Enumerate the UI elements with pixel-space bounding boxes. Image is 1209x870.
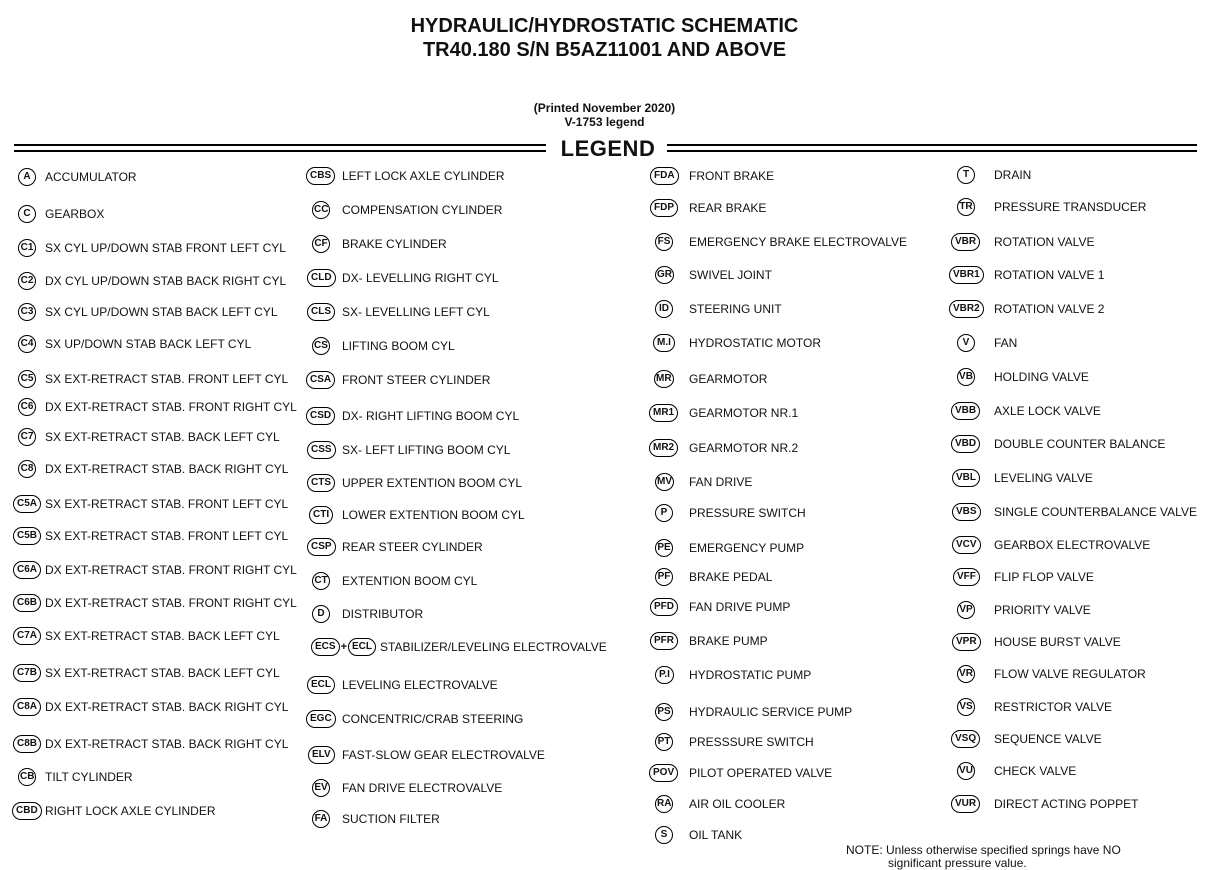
legend-label: SX- LEVELLING LEFT CYL — [342, 305, 490, 319]
legend-label: HYDROSTATIC MOTOR — [689, 336, 821, 350]
legend-symbol: C5B — [13, 527, 41, 545]
legend-symbol: PT — [655, 733, 673, 751]
legend-label: SWIVEL JOINT — [689, 268, 772, 282]
legend-label: OIL TANK — [689, 828, 743, 842]
legend-label: DX EXT-RETRACT STAB. BACK RIGHT CYL — [45, 700, 289, 714]
legend-label: FRONT BRAKE — [689, 169, 775, 183]
legend-label: REAR STEER CYLINDER — [342, 540, 483, 554]
legend-symbol: CF — [312, 235, 330, 253]
legend-label: EMERGENCY BRAKE ELECTROVALVE — [689, 235, 908, 249]
note-line1: NOTE: Unless otherwise specified springs have NO — [846, 843, 1121, 857]
legend-symbol: C8B — [13, 735, 41, 753]
legend-label: PRIORITY VALVE — [994, 603, 1091, 617]
legend-label: SX EXT-RETRACT STAB. FRONT LEFT CYL — [45, 529, 289, 543]
legend-label: PRESSURE SWITCH — [689, 506, 806, 520]
legend-symbol: VP — [957, 601, 975, 619]
page-title-line2: TR40.180 S/N B5AZ11001 AND ABOVE — [422, 39, 787, 61]
legend-item — [0, 824, 743, 846]
legend-label: LEVELING ELECTROVALVE — [342, 678, 498, 692]
legend-label: STABILIZER/LEVELING ELECTROVALVE — [380, 640, 607, 654]
legend-symbol: C1 — [18, 239, 36, 257]
legend-label: DX CYL UP/DOWN STAB BACK RIGHT CYL — [45, 274, 287, 288]
legend-label: LEVELING VALVE — [994, 471, 1093, 485]
legend-label: LIFTING BOOM CYL — [342, 339, 455, 353]
legend-label: SEQUENCE VALVE — [994, 732, 1102, 746]
legend-label: DX EXT-RETRACT STAB. BACK RIGHT CYL — [45, 737, 289, 751]
legend-symbol: CT — [312, 572, 330, 590]
legend-label: FLIP FLOP VALVE — [994, 570, 1094, 584]
legend-label: FRONT STEER CYLINDER — [342, 373, 491, 387]
plus-sign: + — [340, 641, 347, 653]
legend-label: GEARMOTOR — [689, 372, 768, 386]
legend-symbol: VBD — [951, 435, 980, 453]
legend-symbol: FS — [655, 233, 673, 251]
legend-label: DX EXT-RETRACT STAB. FRONT RIGHT CYL — [45, 596, 297, 610]
legend-symbol: VFF — [953, 568, 980, 586]
legend-symbol: CSP — [307, 538, 336, 556]
legend-label: PRESSSURE SWITCH — [689, 735, 814, 749]
legend-symbol: PS — [655, 703, 673, 721]
legend-symbol: C — [18, 205, 36, 223]
legend-label: ROTATION VALVE 2 — [994, 302, 1105, 316]
legend-label: HOUSE BURST VALVE — [994, 635, 1121, 649]
printed-date: (Printed November 2020) — [533, 101, 676, 115]
legend-symbol: V — [957, 334, 975, 352]
legend-symbol: VBB — [951, 402, 980, 420]
legend-rule-right-bottom — [667, 150, 1197, 152]
legend-label: EXTENTION BOOM CYL — [342, 574, 478, 588]
legend-label: CONCENTRIC/CRAB STEERING — [342, 712, 524, 726]
legend-symbol: ECL — [348, 638, 376, 656]
legend-symbol: CBS — [306, 167, 335, 185]
legend-label: DX EXT-RETRACT STAB. FRONT RIGHT CYL — [45, 400, 297, 414]
legend-symbol: C6 — [18, 398, 36, 416]
legend-symbol: ELV — [308, 746, 335, 764]
legend-symbol: P.I — [655, 666, 674, 684]
legend-symbol: C5A — [13, 495, 41, 513]
legend-symbol: PFD — [650, 598, 678, 616]
legend-label: SX EXT-RETRACT STAB. FRONT LEFT CYL — [45, 497, 289, 511]
legend-symbol: T — [957, 166, 975, 184]
legend-symbol: P — [655, 504, 673, 522]
legend-symbol: VB — [957, 368, 975, 386]
legend-label: RESTRICTOR VALVE — [994, 700, 1113, 714]
legend-symbol: VCV — [952, 536, 981, 554]
legend-label: SX CYL UP/DOWN STAB BACK LEFT CYL — [45, 305, 278, 319]
legend-label: SX EXT-RETRACT STAB. BACK LEFT CYL — [45, 629, 280, 643]
legend-symbol: C8A — [13, 698, 41, 716]
legend-symbol: RA — [655, 795, 673, 813]
legend-label: FAN DRIVE PUMP — [689, 600, 791, 614]
legend-symbol: VBL — [952, 469, 980, 487]
legend-label: SX EXT-RETRACT STAB. FRONT LEFT CYL — [45, 372, 289, 386]
legend-symbol-group — [311, 638, 376, 656]
legend-label: AIR OIL COOLER — [689, 797, 786, 811]
legend-label: SUCTION FILTER — [342, 812, 440, 826]
legend-label: FAST-SLOW GEAR ELECTROVALVE — [342, 748, 545, 762]
legend-symbol: CLD — [307, 269, 336, 287]
legend-symbol: GR — [655, 266, 674, 284]
legend-label: HYDROSTATIC PUMP — [689, 668, 812, 682]
legend-symbol: C6B — [13, 594, 41, 612]
legend-label: DX- LEVELLING RIGHT CYL — [342, 271, 499, 285]
legend-label: HOLDING VALVE — [994, 370, 1089, 384]
legend-symbol: C6A — [13, 561, 41, 579]
legend-symbol: VR — [957, 665, 975, 683]
legend-label: HYDRAULIC SERVICE PUMP — [689, 705, 853, 719]
legend-label: SINGLE COUNTERBALANCE VALVE — [994, 505, 1197, 519]
legend-symbol: CC — [312, 201, 330, 219]
legend-symbol: ID — [655, 300, 673, 318]
page-title-line1: HYDRAULIC/HYDROSTATIC SCHEMATIC — [410, 15, 799, 37]
legend-symbol: MR2 — [649, 439, 678, 457]
legend-symbol: VUR — [951, 795, 980, 813]
legend-label: DX EXT-RETRACT STAB. BACK RIGHT CYL — [45, 462, 289, 476]
legend-label: BRAKE CYLINDER — [342, 237, 447, 251]
legend-symbol: VBR2 — [949, 300, 984, 318]
legend-label: DISTRIBUTOR — [342, 607, 424, 621]
legend-symbol: VBS — [952, 503, 981, 521]
legend-rule-left-bottom — [14, 150, 546, 152]
legend-symbol: CSA — [306, 371, 335, 389]
legend-label: STEERING UNIT — [689, 302, 782, 316]
legend-label: DX EXT-RETRACT STAB. FRONT RIGHT CYL — [45, 563, 297, 577]
legend-label: REAR BRAKE — [689, 201, 767, 215]
legend-symbol: MR — [654, 370, 674, 388]
legend-label: AXLE LOCK VALVE — [994, 404, 1101, 418]
legend-symbol: C7 — [18, 428, 36, 446]
legend-symbol: CLS — [307, 303, 335, 321]
legend-symbol: ECL — [307, 676, 335, 694]
legend-label: FLOW VALVE REGULATOR — [994, 667, 1146, 681]
legend-symbol: CSD — [306, 407, 335, 425]
legend-symbol: PE — [655, 539, 673, 557]
legend-symbol: C3 — [18, 303, 36, 321]
legend-symbol: VSQ — [951, 730, 980, 748]
legend-symbol: FDP — [650, 199, 678, 217]
legend-symbol: CTI — [309, 506, 333, 524]
legend-symbol: EGC — [306, 710, 336, 728]
legend-symbol: S — [655, 826, 673, 844]
legend-symbol: VBR1 — [949, 266, 984, 284]
legend-symbol: A — [18, 168, 36, 186]
legend-symbol: CS — [312, 337, 330, 355]
legend-symbol: C7A — [13, 627, 41, 645]
legend-label: GEARBOX ELECTROVALVE — [994, 538, 1151, 552]
legend-symbol: C8 — [18, 460, 36, 478]
legend-symbol: M.I — [653, 334, 675, 352]
legend-label: DIRECT ACTING POPPET — [994, 797, 1139, 811]
legend-symbol: VS — [957, 698, 975, 716]
legend-label: SX- LEFT LIFTING BOOM CYL — [342, 443, 511, 457]
legend-label: BRAKE PUMP — [689, 634, 768, 648]
legend-label: FAN — [994, 336, 1018, 350]
note-line2: significant pressure value. — [888, 856, 1027, 870]
legend-label: SX CYL UP/DOWN STAB FRONT LEFT CYL — [45, 241, 286, 255]
legend-symbol: MR1 — [649, 404, 678, 422]
legend-rule-right-top — [667, 144, 1197, 146]
legend-reference: V-1753 legend — [564, 115, 645, 129]
legend-label: SX UP/DOWN STAB BACK LEFT CYL — [45, 337, 252, 351]
legend-label: FAN DRIVE ELECTROVALVE — [342, 781, 503, 795]
legend-symbol: CSS — [307, 441, 336, 459]
legend-symbol: PF — [655, 568, 673, 586]
legend-title: LEGEND — [560, 136, 656, 161]
legend-label: ROTATION VALVE 1 — [994, 268, 1105, 282]
legend-label: BRAKE PEDAL — [689, 570, 773, 584]
legend-symbol: VBR — [951, 233, 980, 251]
legend-symbol: CTS — [307, 474, 335, 492]
legend-label: DOUBLE COUNTER BALANCE — [994, 437, 1166, 451]
legend-symbol: VPR — [952, 633, 981, 651]
legend-symbol: CBD — [12, 802, 42, 820]
legend-label: GEARMOTOR NR.1 — [689, 406, 799, 420]
legend-label: DX- RIGHT LIFTING BOOM CYL — [342, 409, 520, 423]
legend-symbol: CB — [18, 768, 36, 786]
legend-label: ACCUMULATOR — [45, 170, 137, 184]
legend-label: FAN DRIVE — [689, 475, 753, 489]
legend-label: LOWER EXTENTION BOOM CYL — [342, 508, 525, 522]
legend-label: PRESSURE TRANSDUCER — [994, 200, 1147, 214]
legend-label: GEARMOTOR NR.2 — [689, 441, 799, 455]
legend-label: PILOT OPERATED VALVE — [689, 766, 833, 780]
legend-label: EMERGENCY PUMP — [689, 541, 805, 555]
legend-symbol: ECS — [311, 638, 340, 656]
legend-symbol: C5 — [18, 370, 36, 388]
legend-label: ROTATION VALVE — [994, 235, 1095, 249]
legend-label: RIGHT LOCK AXLE CYLINDER — [45, 804, 216, 818]
legend-label: UPPER EXTENTION BOOM CYL — [342, 476, 523, 490]
legend-symbol: VU — [957, 762, 975, 780]
legend-symbol: C4 — [18, 335, 36, 353]
legend-label: COMPENSATION CYLINDER — [342, 203, 503, 217]
legend-label: DRAIN — [994, 168, 1032, 182]
legend-symbol: C7B — [13, 664, 41, 682]
legend-label: CHECK VALVE — [994, 764, 1077, 778]
legend-symbol: TR — [957, 198, 975, 216]
legend-symbol: EV — [312, 779, 330, 797]
legend-rule-left-top — [14, 144, 546, 146]
legend-label: GEARBOX — [45, 207, 105, 221]
legend-label: TILT CYLINDER — [45, 770, 133, 784]
legend-symbol: FDA — [650, 167, 679, 185]
legend-symbol: POV — [649, 764, 678, 782]
legend-symbol: PFR — [650, 632, 678, 650]
legend-symbol: MV — [655, 473, 674, 491]
legend-label: LEFT LOCK AXLE CYLINDER — [342, 169, 505, 183]
legend-symbol: FA — [312, 810, 330, 828]
legend-label: SX EXT-RETRACT STAB. BACK LEFT CYL — [45, 666, 280, 680]
legend-symbol: C2 — [18, 272, 36, 290]
legend-label: SX EXT-RETRACT STAB. BACK LEFT CYL — [45, 430, 280, 444]
legend-symbol: D — [312, 605, 330, 623]
